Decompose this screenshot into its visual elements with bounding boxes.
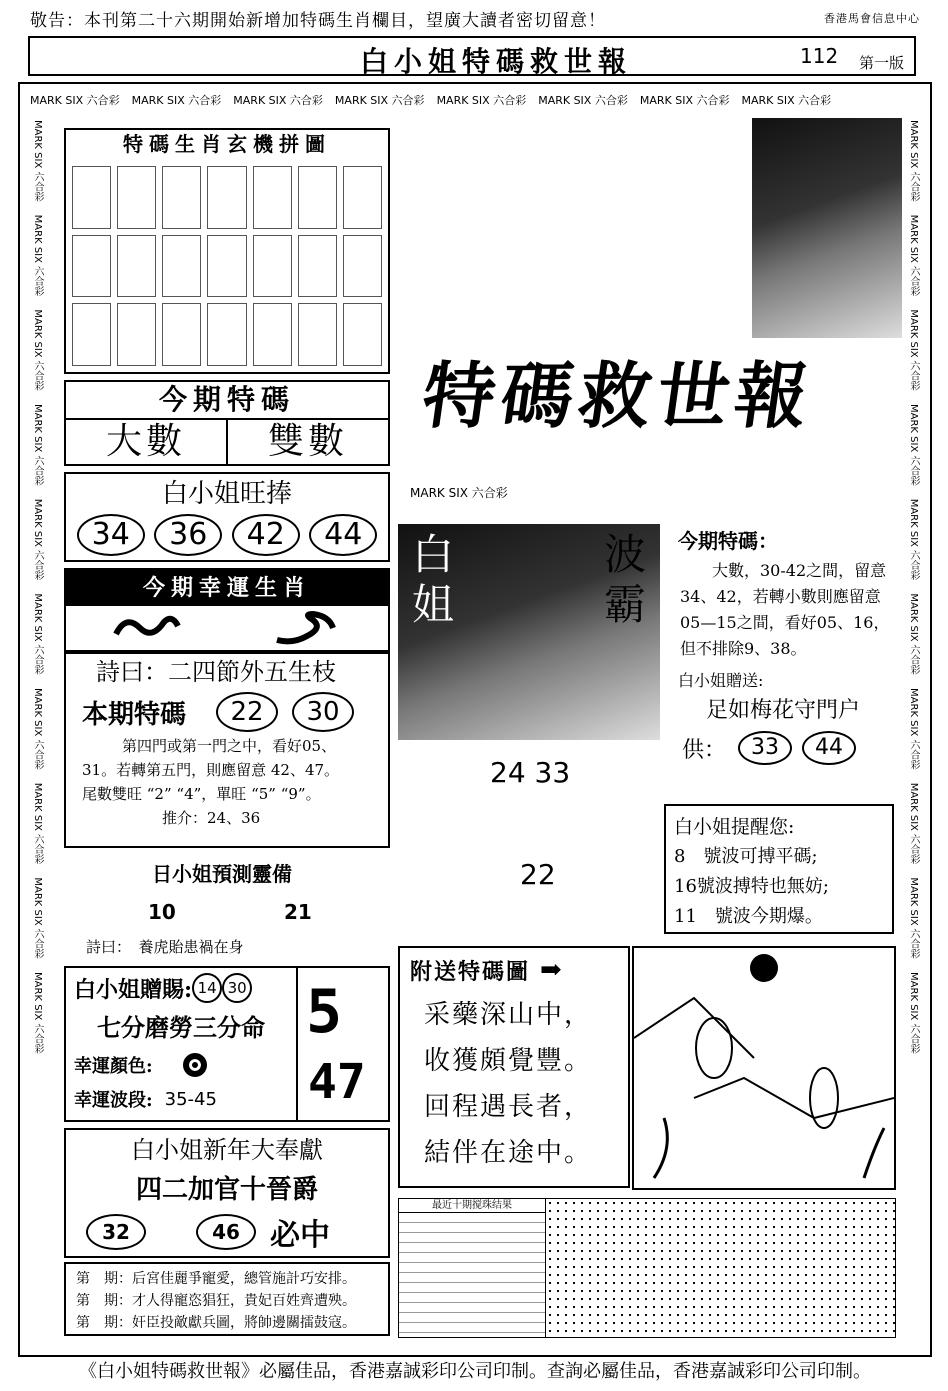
illustration [632,946,896,1190]
puzzle-tile [253,166,292,229]
logo: MARK SIX 六合彩 [908,972,919,1054]
gift-phrase: 七分磨勞三分命 [97,1014,265,1042]
puzzle-tile [162,235,201,298]
snake-icon [273,610,343,646]
logo: MARK SIX 六合彩 [741,94,832,107]
analysis-body: 大數，30-42之間，留意34、42，若轉小數則應留意05—15之間，看好05、16，但不排除9、38。 [680,561,890,658]
photo-right-text: 波霸 [604,530,647,629]
photo-bottom-number: 22 [520,858,556,891]
arrow-right-icon: ➡ [540,955,562,985]
newyear-number: 32 [86,1214,146,1250]
gift-big-number: 47 [308,1054,366,1110]
logo: MARK SIX 六合彩 [32,214,43,297]
puzzle-tile [253,235,292,298]
reminder-title: 白小姐提醒您: [674,816,795,838]
puzzle-tile [253,303,292,366]
puzzle-tile [343,235,382,298]
puzzle-tile [207,166,246,229]
puzzle-tile [72,303,111,366]
recommend-number: 34 [77,514,145,556]
logo: MARK SIX 六合彩 [32,782,43,865]
supply-number: 44 [802,731,856,765]
predict-number: 10 [148,900,176,924]
logo: MARK SIX 六合彩 [908,593,919,675]
logo-strip-left [26,120,48,1330]
predict-section [64,850,404,960]
logo: MARK SIX 六合彩 [334,94,425,107]
gift-big-number: 5 [306,977,343,1047]
analysis-box [670,524,896,804]
logo: MARK SIX 六合彩 [908,877,919,959]
puzzle-tile [298,166,337,229]
puzzle-grid [72,166,382,366]
banner-logo: MARK SIX 六合彩 [410,486,508,500]
attached-poem-line: 回程遇長者， [424,1092,593,1122]
recommend-number: 36 [154,514,222,556]
supply-number: 33 [738,731,792,765]
logo: MARK SIX 六合彩 [32,972,43,1054]
gift-number: 30 [222,973,252,1003]
dragon-icon [112,610,182,646]
logo: MARK SIX 六合彩 [30,94,120,107]
issue-number: 112 [800,44,839,68]
photo-left-text: 白姐 [412,530,455,629]
masthead-title: 白小姐特碼救世報 [360,45,633,78]
recommend-number: 44 [309,514,377,556]
banner-title: 特碼救世報 [417,353,820,438]
reminder-line: 11 號波今期爆。 [674,906,823,927]
puzzle-tile [72,166,111,229]
logo: MARK SIX 六合彩 [908,214,919,297]
notice-source: 香港馬會信息中心 [824,12,920,25]
illustration-image [634,948,894,1188]
puzzle-tile [162,166,201,229]
poem-line: 詩曰：二四節外五生枝 [96,658,336,686]
poem-box [64,652,390,848]
special-code-title: 今期特碼 [66,382,388,420]
code-number: 22 [216,692,278,732]
color-swatch-icon [183,1053,207,1077]
predict-title: 日小姐預測靈備 [152,862,292,886]
puzzle-tile [72,235,111,298]
results-table [398,1198,896,1338]
banner-photo [752,118,902,338]
attached-title: 附送特碼圖 [410,958,531,985]
gift-number: 14 [192,973,222,1003]
analysis-title: 今期特碼： [678,529,778,553]
logo: MARK SIX 六合彩 [436,94,527,107]
puzzle-tile [298,303,337,366]
wave-value: 35-45 [164,1088,217,1110]
reminder-line: 16號波搏特也無妨; [674,876,829,897]
lucky-zodiac-title: 今期幸運生肖 [66,570,388,606]
reminder-box [664,804,894,934]
puzzle-tile [343,303,382,366]
puzzle-tile [117,303,156,366]
edition-label: 第一版 [858,54,904,72]
logo: MARK SIX 六合彩 [908,782,919,865]
footer: 《白小姐特碼救世報》必屬佳品，香港嘉誠彩印公司印制。查詢必屬佳品，香港嘉誠彩印公司印制。 [79,1361,871,1382]
logo: MARK SIX 六合彩 [32,877,43,959]
history-line: 第 期：奸臣投敵獻兵圖，將帥邊關擂鼓寇。 [76,1315,356,1331]
puzzle-tile [343,166,382,229]
sure-label: 必中 [270,1218,330,1253]
newyear-number: 46 [196,1214,256,1250]
logo-strip-top [30,92,910,108]
puzzle-tile [298,235,337,298]
recommend-number: 42 [232,514,300,556]
poem-text: 第四門或第一門之中，看好05、 [122,737,337,755]
logo: MARK SIX 六合彩 [32,593,43,675]
logo: MARK SIX 六合彩 [32,404,43,486]
logo: MARK SIX 六合彩 [908,309,919,391]
photo-numbers: 24 33 [490,756,571,789]
predict-poem: 詩曰： 養虎貽患禍在身 [86,938,244,956]
results-rows [399,1213,545,1337]
logo: MARK SIX 六合彩 [32,120,43,202]
logo: MARK SIX 六合彩 [908,498,919,581]
logo: MARK SIX 六合彩 [32,498,43,581]
masthead [28,36,916,76]
code-number: 30 [292,692,354,732]
analysis-gift-label: 白小姐贈送: [678,671,764,690]
results-grid [545,1199,895,1337]
puzzle-tile [117,166,156,229]
puzzle-tile [207,235,246,298]
recommend-box [64,472,390,562]
newyear-phrase: 四二加官十晉爵 [135,1175,318,1205]
gift-title: 白小姐贈賜: [74,976,193,1003]
attached-poem-line: 收獲頗覺豐。 [424,1046,593,1076]
attached-box [398,946,630,1188]
puzzle-tile [117,235,156,298]
special-code-box [64,380,390,466]
banner [404,118,902,518]
newyear-title: 白小姐新年大奉獻 [131,1136,323,1164]
poem-text: 推介：24、36 [162,809,261,827]
logo: MARK SIX 六合彩 [538,94,628,107]
poem-text: 尾數雙旺 “2” “4”，單旺 “5” “9”。 [82,785,321,803]
code-label: 本期特碼 [82,699,187,730]
logo: MARK SIX 六合彩 [32,688,43,770]
lucky-zodiac-box [64,568,390,652]
puzzle-tile [162,303,201,366]
poem-text: 31。若轉第五門，則應留意 42、47。 [82,761,340,779]
photo-panel [398,524,660,944]
supply-label: 供： [682,737,727,763]
notice-bar [30,6,920,31]
logo-strip-right [902,120,924,1330]
logo: MARK SIX 六合彩 [908,120,919,202]
attached-poem-line: 采藥深山中， [424,1000,593,1030]
logo: MARK SIX 六合彩 [639,94,730,107]
history-line: 第 期：才人得寵恣猖狂，貴妃百姓齊遭殃。 [76,1293,356,1309]
logo: MARK SIX 六合彩 [908,688,919,770]
results-table-title: 最近十期搅珠结果 [399,1199,545,1213]
gift-box [64,966,390,1122]
recommend-title: 白小姐旺捧 [161,479,292,509]
special-code-right: 雙數 [267,421,348,462]
logo: MARK SIX 六合彩 [233,94,323,107]
special-code-left: 大數 [66,420,228,464]
notice-text: 敬告：本刊第二十六期開始新增加特碼生肖欄目，望廣大讀者密切留意！ [30,11,606,31]
logo: MARK SIX 六合彩 [32,309,43,391]
logo: MARK SIX 六合彩 [131,94,222,107]
reminder-line: 8 號波可搏平碼; [674,846,818,867]
puzzle-box [64,128,390,374]
attached-poem-line: 結伴在途中。 [424,1138,593,1168]
puzzle-title: 特碼生肖玄機拼圖 [123,132,331,156]
logo: MARK SIX 六合彩 [908,404,919,486]
color-label: 幸運顏色: [74,1056,153,1077]
newyear-box [64,1128,390,1258]
predict-number: 21 [284,900,312,924]
wave-label: 幸運波段: [74,1090,153,1111]
history-line: 第 期：后宮佳麗爭寵愛，總管施計巧安排。 [76,1271,356,1287]
history-box [64,1262,390,1336]
analysis-gift-phrase: 足如梅花守門户 [705,698,860,723]
puzzle-tile [207,303,246,366]
